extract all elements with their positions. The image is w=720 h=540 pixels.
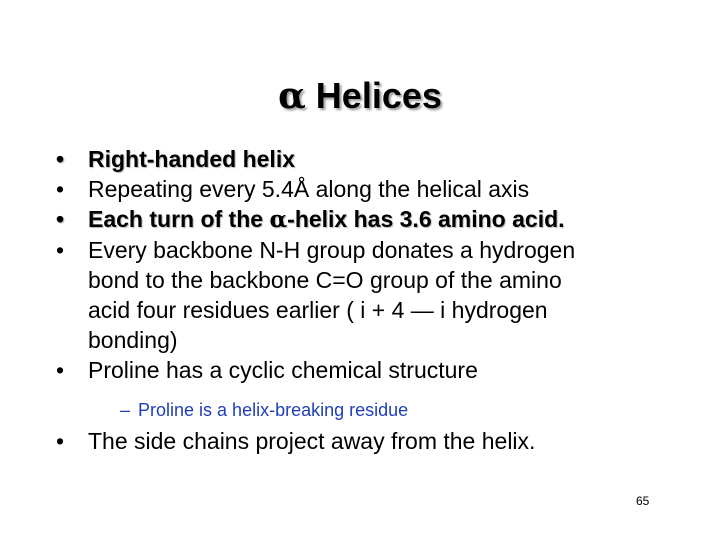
bullet-dot-icon: • xyxy=(56,146,65,172)
title-text: Helices xyxy=(315,75,442,116)
bullet-dot-icon: • xyxy=(56,176,65,202)
slide-title xyxy=(0,74,720,118)
bullet-backbone xyxy=(56,235,676,355)
bullet-text-after: -helix has 3.6 amino acid. xyxy=(287,206,565,232)
dash-icon: – xyxy=(120,400,131,420)
bullet-line: bonding) xyxy=(88,327,178,353)
bullet-each-turn xyxy=(56,204,676,235)
sub-bullet-proline xyxy=(120,398,408,422)
bullet-list xyxy=(56,144,676,385)
page-number: 65 xyxy=(636,494,650,508)
bullet-dot-icon: • xyxy=(56,237,65,263)
bullet-dot-icon: • xyxy=(56,357,65,383)
bullet-dot-icon: • xyxy=(56,428,65,454)
bullet-text: Repeating every 5.4Å along the helical axis xyxy=(88,176,530,202)
bullet-dot-icon: • xyxy=(56,206,65,232)
bullet-line: acid four residues earlier ( i + 4 — i hydrogen xyxy=(88,297,548,323)
bullet-repeating xyxy=(56,174,676,204)
bullet-line: Every backbone N-H group donates a hydrogen xyxy=(88,237,576,263)
bullet-proline xyxy=(56,355,676,385)
sub-bullet-text: Proline is a helix-breaking residue xyxy=(138,400,409,420)
bullet-text-before: Each turn of the xyxy=(88,206,270,232)
bullet-text: Proline has a cyclic chemical structure xyxy=(88,357,478,383)
alpha-symbol: α xyxy=(269,206,288,233)
bullet-side-chains xyxy=(56,426,708,456)
alpha-symbol: α xyxy=(278,75,306,117)
bullet-text: The side chains project away from the helix. xyxy=(88,428,536,454)
bullet-text: Right-handed helix xyxy=(88,146,295,172)
bullet-line: bond to the backbone C=O group of the amino xyxy=(88,267,562,293)
bullet-right-handed xyxy=(56,144,676,174)
